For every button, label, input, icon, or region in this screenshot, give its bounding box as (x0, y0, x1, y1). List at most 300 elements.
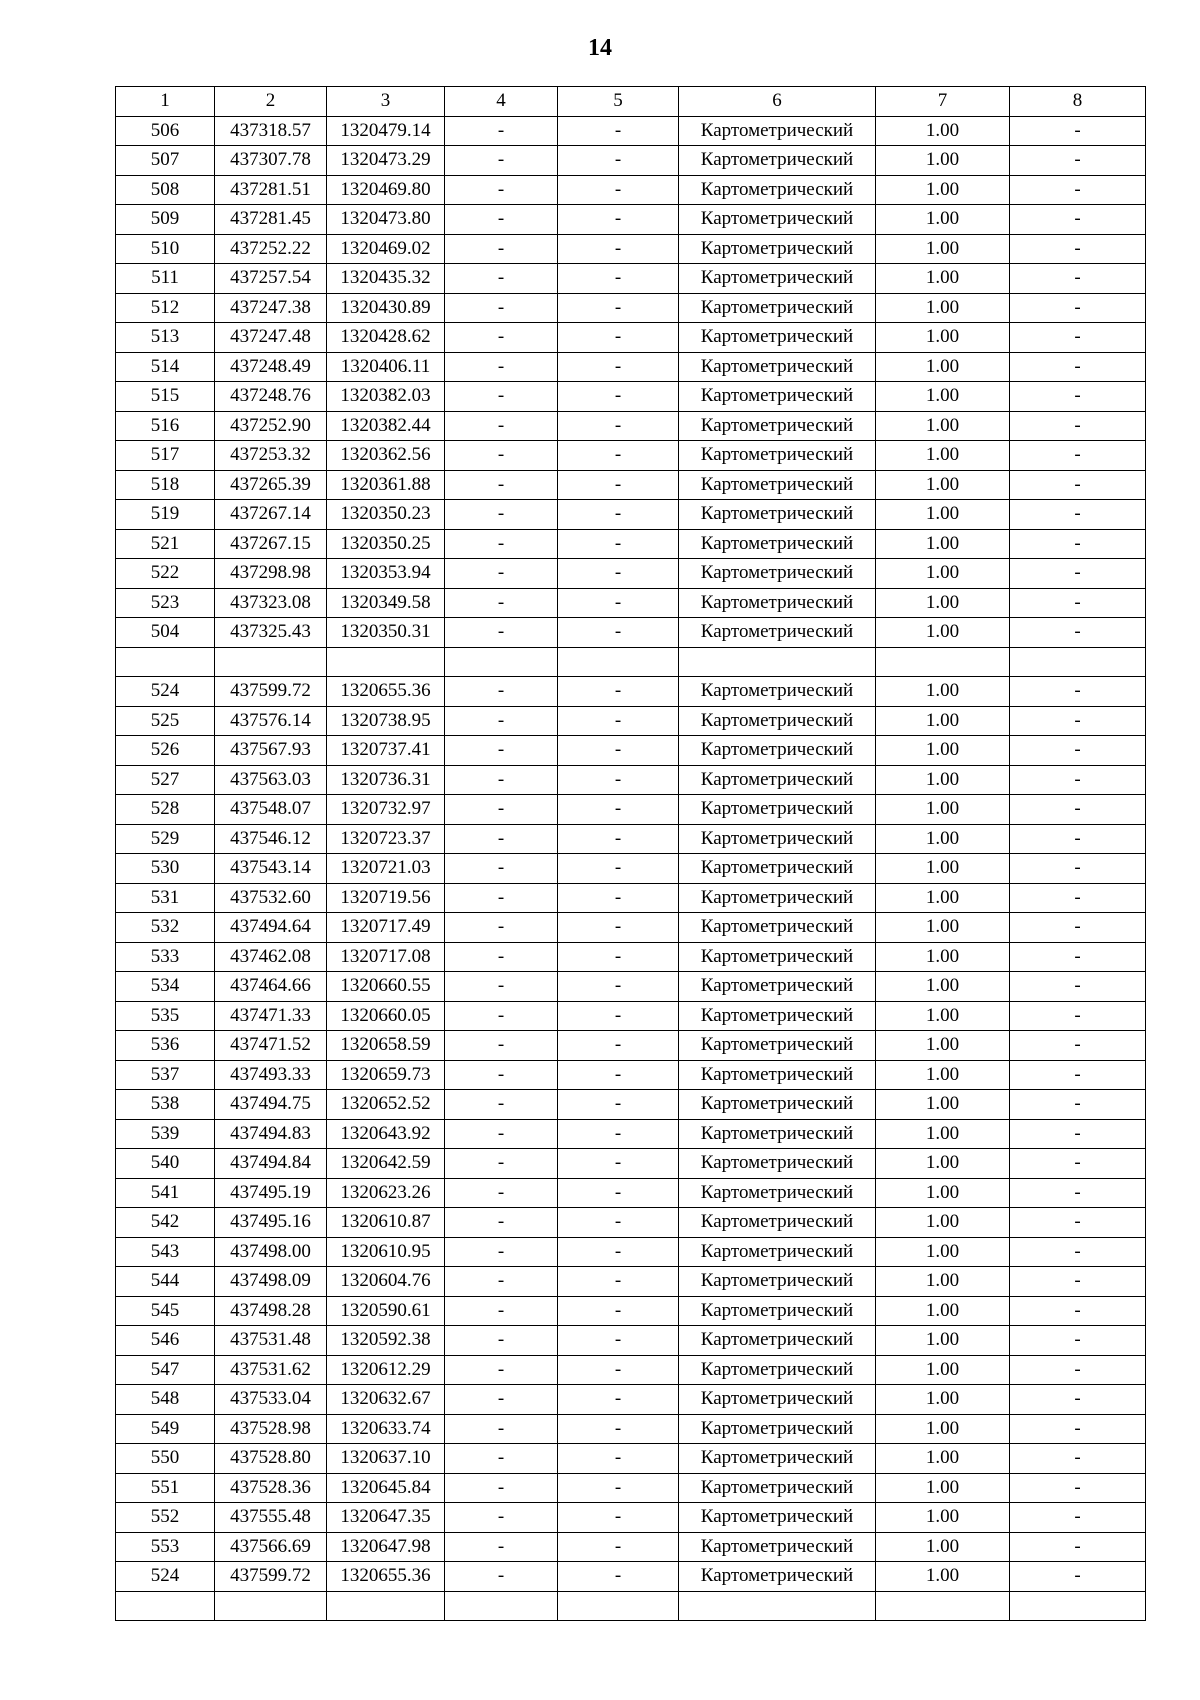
table-cell: 437495.19 (215, 1178, 327, 1208)
table-cell: - (1010, 1090, 1146, 1120)
table-cell: 1.00 (876, 1267, 1010, 1297)
table-cell: - (558, 795, 679, 825)
table-cell: - (558, 883, 679, 913)
table-cell: 1.00 (876, 470, 1010, 500)
table-cell: - (445, 116, 558, 146)
table-cell (679, 647, 876, 677)
table-cell: 1.00 (876, 972, 1010, 1002)
table-cell: 1.00 (876, 1060, 1010, 1090)
table-cell: - (1010, 1414, 1146, 1444)
table-cell: - (558, 441, 679, 471)
table-row (116, 382, 1146, 412)
table-cell: - (445, 352, 558, 382)
table-cell: Картометрический (679, 618, 876, 648)
table-cell: 437599.72 (215, 677, 327, 707)
table-cell (445, 647, 558, 677)
table-cell (876, 1591, 1010, 1621)
table-cell: 532 (116, 913, 215, 943)
table-cell: 518 (116, 470, 215, 500)
table-cell: - (1010, 1532, 1146, 1562)
table-cell: 1320350.31 (327, 618, 445, 648)
table-cell: 437533.04 (215, 1385, 327, 1415)
table-cell: Картометрический (679, 706, 876, 736)
table-cell: 437265.39 (215, 470, 327, 500)
table-cell: Картометрический (679, 1414, 876, 1444)
table-cell: 1320660.05 (327, 1001, 445, 1031)
table-cell: 1.00 (876, 116, 1010, 146)
table-cell: Картометрический (679, 1444, 876, 1474)
table-cell: - (1010, 1119, 1146, 1149)
table-row (116, 647, 1146, 677)
table-cell: 437532.60 (215, 883, 327, 913)
table-cell: - (1010, 1178, 1146, 1208)
table-cell: - (445, 293, 558, 323)
table-cell: - (445, 441, 558, 471)
table-row (116, 1503, 1146, 1533)
table-row (116, 706, 1146, 736)
table-cell: 1320610.95 (327, 1237, 445, 1267)
table-cell (558, 1591, 679, 1621)
table-cell: 437252.90 (215, 411, 327, 441)
table-cell: 544 (116, 1267, 215, 1297)
table-cell: - (558, 736, 679, 766)
table-cell: - (445, 1326, 558, 1356)
table-cell: 437495.16 (215, 1208, 327, 1238)
table-cell: - (445, 942, 558, 972)
table-cell: 513 (116, 323, 215, 353)
table-cell: - (558, 1355, 679, 1385)
table-cell: 527 (116, 765, 215, 795)
table-cell: - (558, 1060, 679, 1090)
table-cell: 437498.00 (215, 1237, 327, 1267)
table-cell: 1.00 (876, 1031, 1010, 1061)
table-cell: 539 (116, 1119, 215, 1149)
table-cell: - (1010, 352, 1146, 382)
table-row (116, 1060, 1146, 1090)
table-cell: 1.00 (876, 1326, 1010, 1356)
table-cell: - (445, 1414, 558, 1444)
table-cell: - (558, 1296, 679, 1326)
table-cell: 437599.72 (215, 1562, 327, 1592)
table-cell: 1.00 (876, 500, 1010, 530)
table-cell: 1.00 (876, 677, 1010, 707)
column-header: 1 (116, 87, 215, 117)
table-cell: - (1010, 234, 1146, 264)
table-cell (1010, 1591, 1146, 1621)
table-cell: - (1010, 500, 1146, 530)
table-cell: 516 (116, 411, 215, 441)
table-cell: Картометрический (679, 500, 876, 530)
table-body (116, 116, 1146, 1621)
table-cell: 523 (116, 588, 215, 618)
table-cell: 437267.15 (215, 529, 327, 559)
table-row (116, 677, 1146, 707)
table-cell: Картометрический (679, 1326, 876, 1356)
table-cell: - (1010, 323, 1146, 353)
table-cell: 1.00 (876, 765, 1010, 795)
table-cell (215, 647, 327, 677)
table-cell: - (558, 116, 679, 146)
table-row (116, 559, 1146, 589)
table-cell: 549 (116, 1414, 215, 1444)
table-cell: - (445, 559, 558, 589)
table-cell: 1.00 (876, 1532, 1010, 1562)
table-cell: 546 (116, 1326, 215, 1356)
table-cell: 1320349.58 (327, 588, 445, 618)
table-cell: 1320719.56 (327, 883, 445, 913)
table-cell: - (1010, 1208, 1146, 1238)
table-cell: 1.00 (876, 559, 1010, 589)
table-cell: Картометрический (679, 234, 876, 264)
table-cell: 1.00 (876, 1414, 1010, 1444)
table-cell: - (1010, 470, 1146, 500)
table-cell: 437248.76 (215, 382, 327, 412)
table-cell: 437325.43 (215, 618, 327, 648)
table-row (116, 264, 1146, 294)
table-cell: Картометрический (679, 736, 876, 766)
table-cell: 509 (116, 205, 215, 235)
table-row (116, 1031, 1146, 1061)
table-cell: Картометрический (679, 1296, 876, 1326)
table-cell: - (1010, 264, 1146, 294)
table-cell: 530 (116, 854, 215, 884)
table-cell: 528 (116, 795, 215, 825)
table-cell: 437566.69 (215, 1532, 327, 1562)
table-cell: 514 (116, 352, 215, 382)
table-cell: 550 (116, 1444, 215, 1474)
table-cell: - (1010, 913, 1146, 943)
table-cell: 1320736.31 (327, 765, 445, 795)
table-cell: 437498.09 (215, 1267, 327, 1297)
table-cell: 437555.48 (215, 1503, 327, 1533)
table-cell: 437531.62 (215, 1355, 327, 1385)
table-cell: 1.00 (876, 1473, 1010, 1503)
table-cell: - (445, 1296, 558, 1326)
table-cell: - (1010, 441, 1146, 471)
table-cell: - (1010, 883, 1146, 913)
table-cell: - (1010, 677, 1146, 707)
table-cell: 541 (116, 1178, 215, 1208)
table-cell: - (558, 618, 679, 648)
table-cell: 1.00 (876, 1296, 1010, 1326)
table-cell: - (558, 1444, 679, 1474)
table-cell: 437323.08 (215, 588, 327, 618)
table-cell: 534 (116, 972, 215, 1002)
table-cell: 1.00 (876, 1149, 1010, 1179)
table-row (116, 1296, 1146, 1326)
table-header-row (116, 87, 1146, 117)
table-cell: - (558, 264, 679, 294)
table-cell: Картометрический (679, 677, 876, 707)
table-cell: Картометрический (679, 175, 876, 205)
table-cell: 533 (116, 942, 215, 972)
table-cell: 1.00 (876, 293, 1010, 323)
table-cell: 522 (116, 559, 215, 589)
table-cell: - (558, 1414, 679, 1444)
table-cell: 540 (116, 1149, 215, 1179)
table-cell: 1320473.29 (327, 146, 445, 176)
table-cell: 1.00 (876, 1562, 1010, 1592)
table-cell: - (558, 1532, 679, 1562)
table-cell: - (445, 234, 558, 264)
table-cell: - (1010, 146, 1146, 176)
table-cell: Картометрический (679, 1355, 876, 1385)
table-cell: - (558, 1031, 679, 1061)
table-cell: Картометрический (679, 972, 876, 1002)
table-cell: 1320435.32 (327, 264, 445, 294)
table-row (116, 411, 1146, 441)
table-cell: 508 (116, 175, 215, 205)
table-cell: Картометрический (679, 146, 876, 176)
table-cell: 437252.22 (215, 234, 327, 264)
table-cell: - (558, 854, 679, 884)
table-row (116, 883, 1146, 913)
table-cell: 1320592.38 (327, 1326, 445, 1356)
column-header: 6 (679, 87, 876, 117)
table-cell: - (445, 264, 558, 294)
table-cell: - (445, 854, 558, 884)
table-cell: 437471.33 (215, 1001, 327, 1031)
table-cell: - (558, 1001, 679, 1031)
table-cell: - (558, 1119, 679, 1149)
table-cell: 1320647.98 (327, 1532, 445, 1562)
table-row (116, 1532, 1146, 1562)
table-cell: - (445, 500, 558, 530)
table-cell: 1320723.37 (327, 824, 445, 854)
table-cell: 1.00 (876, 382, 1010, 412)
table-row (116, 1178, 1146, 1208)
table-cell: 1.00 (876, 883, 1010, 913)
table-cell: - (445, 1473, 558, 1503)
table-cell: 526 (116, 736, 215, 766)
table-row (116, 1355, 1146, 1385)
table-cell: 437528.36 (215, 1473, 327, 1503)
table-cell: Картометрический (679, 529, 876, 559)
table-cell: Картометрический (679, 1001, 876, 1031)
table-cell: Картометрический (679, 470, 876, 500)
table-cell: - (445, 1149, 558, 1179)
table-cell: Картометрический (679, 1178, 876, 1208)
table-cell: Картометрический (679, 854, 876, 884)
page-number: 14 (588, 35, 612, 61)
table-cell: 1.00 (876, 795, 1010, 825)
table-cell: - (445, 1031, 558, 1061)
table-cell: 437498.28 (215, 1296, 327, 1326)
table-cell: 1320658.59 (327, 1031, 445, 1061)
table-cell: - (1010, 736, 1146, 766)
table-cell: - (558, 824, 679, 854)
table-cell: - (1010, 942, 1146, 972)
table-cell: 437548.07 (215, 795, 327, 825)
table-cell: 1320717.08 (327, 942, 445, 972)
table-cell: - (445, 736, 558, 766)
table-cell: 1.00 (876, 1178, 1010, 1208)
table-cell: 517 (116, 441, 215, 471)
table-cell: 1320479.14 (327, 116, 445, 146)
table-cell: 437528.98 (215, 1414, 327, 1444)
table-cell: - (445, 588, 558, 618)
table-cell: Картометрический (679, 1473, 876, 1503)
table-cell: 535 (116, 1001, 215, 1031)
table-cell: 542 (116, 1208, 215, 1238)
table-row (116, 146, 1146, 176)
table-cell: - (1010, 1237, 1146, 1267)
table-cell: Картометрический (679, 264, 876, 294)
table-cell: 1320721.03 (327, 854, 445, 884)
table-cell: - (558, 382, 679, 412)
table-cell: 437281.45 (215, 205, 327, 235)
table-cell: - (445, 824, 558, 854)
table-cell: Картометрический (679, 765, 876, 795)
table-cell: Картометрический (679, 205, 876, 235)
table-cell: 437253.32 (215, 441, 327, 471)
table-cell: 437528.80 (215, 1444, 327, 1474)
table-cell: 553 (116, 1532, 215, 1562)
table-cell: Картометрический (679, 1208, 876, 1238)
table-cell: Картометрический (679, 1385, 876, 1415)
table-cell: Картометрический (679, 1090, 876, 1120)
table-cell: 437567.93 (215, 736, 327, 766)
table-row (116, 1237, 1146, 1267)
table-cell: 437531.48 (215, 1326, 327, 1356)
table-cell: - (558, 175, 679, 205)
table-cell: - (445, 1503, 558, 1533)
table-cell: - (445, 677, 558, 707)
table-cell: 536 (116, 1031, 215, 1061)
table-row (116, 205, 1146, 235)
table-cell: 1320623.26 (327, 1178, 445, 1208)
table-cell: 437576.14 (215, 706, 327, 736)
table-cell: - (445, 1178, 558, 1208)
table-cell: 1.00 (876, 913, 1010, 943)
table-cell: 1320469.02 (327, 234, 445, 264)
table-cell: - (445, 883, 558, 913)
table-cell: 1.00 (876, 411, 1010, 441)
table-cell: - (445, 706, 558, 736)
table-cell: - (558, 588, 679, 618)
table-cell: - (1010, 1503, 1146, 1533)
table-cell: - (1010, 1444, 1146, 1474)
table-cell: - (445, 972, 558, 1002)
table-cell: - (445, 1001, 558, 1031)
table-cell: - (1010, 1385, 1146, 1415)
table-cell: - (1010, 1031, 1146, 1061)
table-cell: 1320362.56 (327, 441, 445, 471)
table-cell: - (1010, 175, 1146, 205)
table-cell: 1320632.67 (327, 1385, 445, 1415)
table-cell: - (445, 1060, 558, 1090)
table-cell: 437257.54 (215, 264, 327, 294)
table-cell: - (558, 942, 679, 972)
table-cell: - (558, 1090, 679, 1120)
table-cell: - (1010, 293, 1146, 323)
column-header: 3 (327, 87, 445, 117)
table-cell: 1.00 (876, 1444, 1010, 1474)
table-cell: Картометрический (679, 441, 876, 471)
table-cell: 1.00 (876, 1355, 1010, 1385)
table-cell: - (1010, 1473, 1146, 1503)
table-cell: - (558, 1326, 679, 1356)
table-cell: - (558, 323, 679, 353)
table-row (116, 1591, 1146, 1621)
table-cell: - (558, 559, 679, 589)
table-cell: 1320604.76 (327, 1267, 445, 1297)
table-cell: - (1010, 382, 1146, 412)
table-row (116, 323, 1146, 353)
table-cell: - (1010, 411, 1146, 441)
table-cell: 1.00 (876, 1090, 1010, 1120)
table-cell: 1.00 (876, 323, 1010, 353)
table-row (116, 736, 1146, 766)
table-cell: - (558, 293, 679, 323)
table-cell: 1.00 (876, 1119, 1010, 1149)
table-row (116, 1562, 1146, 1592)
table-cell (116, 647, 215, 677)
table-cell: 1320717.49 (327, 913, 445, 943)
table-cell: 1.00 (876, 618, 1010, 648)
table-cell: 1320382.03 (327, 382, 445, 412)
table-cell: - (445, 765, 558, 795)
table-cell: 437307.78 (215, 146, 327, 176)
table-cell: 524 (116, 677, 215, 707)
table-cell: - (445, 1090, 558, 1120)
table-row (116, 293, 1146, 323)
table-cell: Картометрический (679, 1503, 876, 1533)
table-cell: Картометрический (679, 116, 876, 146)
table-cell: 1.00 (876, 1237, 1010, 1267)
table-cell: 538 (116, 1090, 215, 1120)
table-cell: 1320637.10 (327, 1444, 445, 1474)
table-cell: 1320612.29 (327, 1355, 445, 1385)
table-cell: - (558, 1503, 679, 1533)
table-cell: 1320643.92 (327, 1119, 445, 1149)
table-cell: 1.00 (876, 1208, 1010, 1238)
table-cell: - (1010, 972, 1146, 1002)
table-cell: - (445, 913, 558, 943)
column-header: 8 (1010, 87, 1146, 117)
table-cell: - (558, 765, 679, 795)
table-cell: 1.00 (876, 824, 1010, 854)
table-cell: 437267.14 (215, 500, 327, 530)
table-cell: Картометрический (679, 1237, 876, 1267)
table-cell: Картометрический (679, 323, 876, 353)
table-cell: - (558, 205, 679, 235)
table-row (116, 1267, 1146, 1297)
table-cell: 1.00 (876, 264, 1010, 294)
table-cell: 437494.64 (215, 913, 327, 943)
table-cell: Картометрический (679, 1031, 876, 1061)
table-cell (327, 1591, 445, 1621)
table-cell: - (558, 1562, 679, 1592)
table-row (116, 588, 1146, 618)
table-cell: 525 (116, 706, 215, 736)
table-cell: 547 (116, 1355, 215, 1385)
table-cell: 1.00 (876, 205, 1010, 235)
table-cell: 1320732.97 (327, 795, 445, 825)
table-cell: 437318.57 (215, 116, 327, 146)
table-cell: 437494.75 (215, 1090, 327, 1120)
table-cell: 545 (116, 1296, 215, 1326)
table-cell: 1320430.89 (327, 293, 445, 323)
table-cell (215, 1591, 327, 1621)
table-cell (558, 647, 679, 677)
table-cell: 507 (116, 146, 215, 176)
table-cell: Картометрический (679, 913, 876, 943)
table-row (116, 913, 1146, 943)
table-cell: - (445, 1355, 558, 1385)
table-cell: 1320647.35 (327, 1503, 445, 1533)
table-cell: - (1010, 1001, 1146, 1031)
